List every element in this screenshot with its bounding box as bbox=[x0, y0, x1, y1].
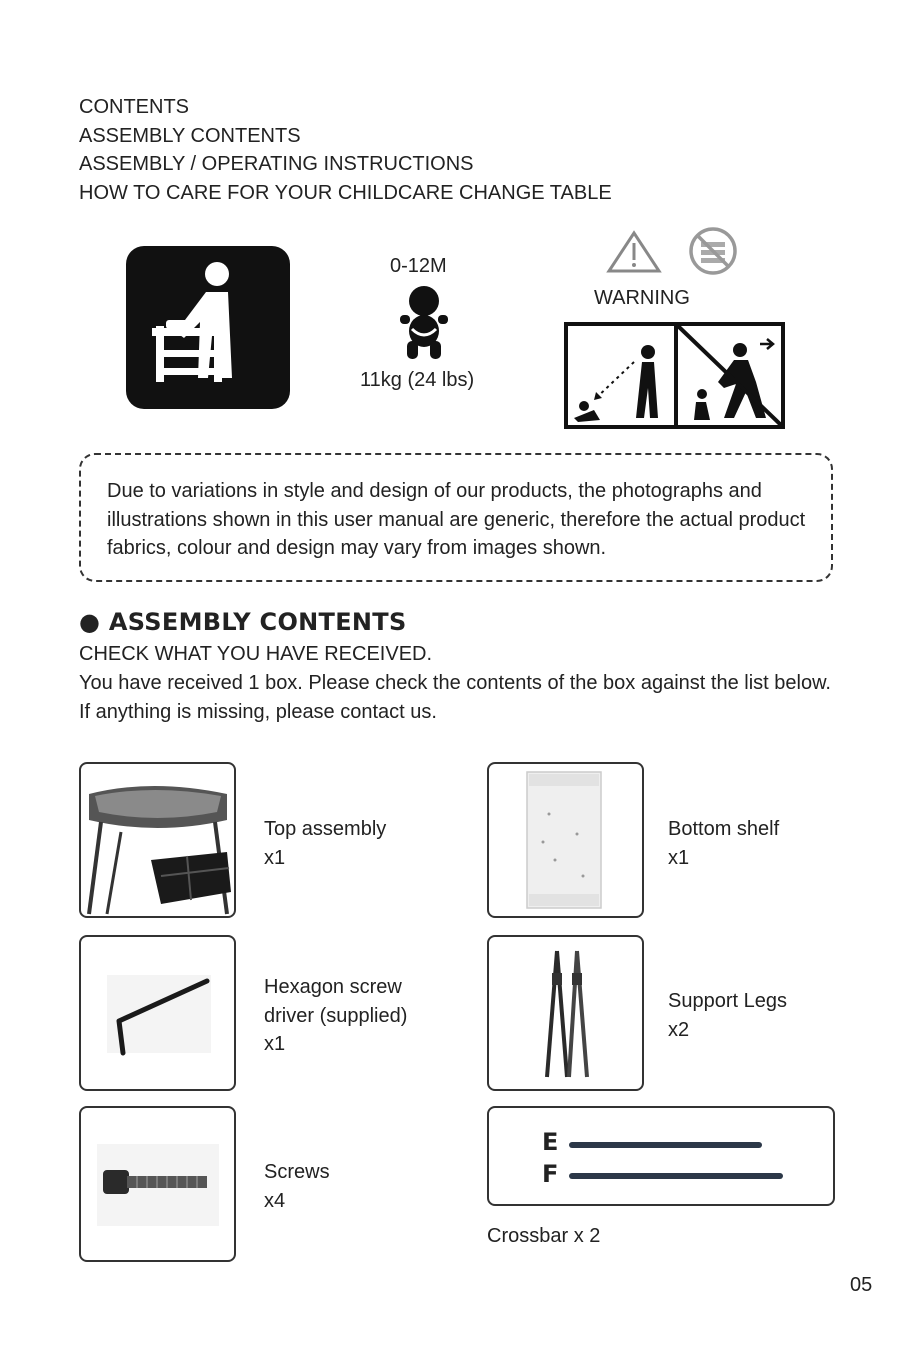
page-number: 05 bbox=[850, 1274, 873, 1296]
no-stacking-icon bbox=[688, 226, 738, 276]
warning-triangle-icon bbox=[606, 230, 662, 274]
screws-image bbox=[79, 1106, 236, 1262]
section-intro bbox=[79, 640, 839, 727]
contents-item: CONTENTS bbox=[79, 96, 189, 118]
crossbar-letter-f: F bbox=[542, 1160, 559, 1188]
check-line: CHECK WHAT YOU HAVE RECEIVED. bbox=[79, 643, 433, 665]
crossbar-rod-f bbox=[569, 1173, 783, 1179]
changing-table-icon bbox=[126, 246, 290, 409]
top-assembly-illustration bbox=[81, 764, 234, 916]
product-variation-notice bbox=[79, 453, 833, 582]
baby-icon bbox=[398, 285, 450, 361]
top-assembly-label bbox=[264, 815, 386, 872]
top-assembly-image bbox=[79, 762, 236, 918]
age-range: 0-12M bbox=[390, 255, 447, 277]
support-legs-image bbox=[487, 935, 644, 1091]
crossbar-letter-e: E bbox=[542, 1128, 559, 1156]
item-quantity: x1 bbox=[264, 846, 286, 869]
bullet-glyph: ● bbox=[79, 608, 101, 636]
contents-item: HOW TO CARE FOR YOUR CHILDCARE CHANGE TABLE bbox=[79, 181, 612, 204]
contents-list bbox=[79, 93, 612, 207]
support-legs-illustration bbox=[489, 937, 642, 1089]
item-name: Hexagon screw bbox=[264, 976, 402, 998]
section-heading bbox=[79, 608, 407, 636]
item-quantity: x2 bbox=[668, 1018, 690, 1041]
crossbar-image bbox=[487, 1106, 835, 1206]
contents-item: ASSEMBLY / OPERATING INSTRUCTIONS bbox=[79, 153, 474, 175]
item-quantity: x4 bbox=[264, 1189, 286, 1212]
screw-icon bbox=[81, 1108, 234, 1260]
screwdriver-label bbox=[264, 973, 407, 1059]
screwdriver-image bbox=[79, 935, 236, 1091]
item-name-continued: driver (supplied) bbox=[264, 1004, 408, 1027]
supervision-pictogram bbox=[564, 322, 785, 429]
item-name: Screws bbox=[264, 1161, 330, 1183]
bottom-shelf-illustration bbox=[489, 764, 642, 916]
item-name: Top assembly bbox=[264, 818, 387, 840]
instruction-text: You have received 1 box. Please check the contents of the box against the list below. If anything is missing, please contact us. bbox=[79, 672, 831, 723]
screws-label bbox=[264, 1158, 330, 1215]
hex-key-icon bbox=[81, 937, 234, 1089]
weight-limit: 11kg (24 lbs) bbox=[360, 369, 475, 391]
item-quantity: x1 bbox=[668, 846, 690, 869]
section-heading-text: ASSEMBLY CONTENTS bbox=[108, 608, 407, 636]
item-name: Bottom shelf bbox=[668, 818, 780, 840]
item-name: Support Legs bbox=[668, 990, 787, 1012]
contents-item: ASSEMBLY CONTENTS bbox=[79, 124, 301, 147]
support-legs-label bbox=[668, 987, 787, 1044]
item-quantity: x1 bbox=[264, 1033, 286, 1055]
warning-label: WARNING bbox=[594, 287, 690, 309]
bottom-shelf-label bbox=[668, 815, 779, 872]
crossbar-rod-e bbox=[569, 1142, 762, 1148]
bottom-shelf-image bbox=[487, 762, 644, 918]
crossbar-caption: Crossbar x 2 bbox=[487, 1225, 601, 1247]
notice-text: Due to variations in style and design of our products, the photographs and illustrations shown in this user manual are generic, therefore the actual product fabrics, colour and design may vary from images shown. bbox=[107, 480, 806, 559]
